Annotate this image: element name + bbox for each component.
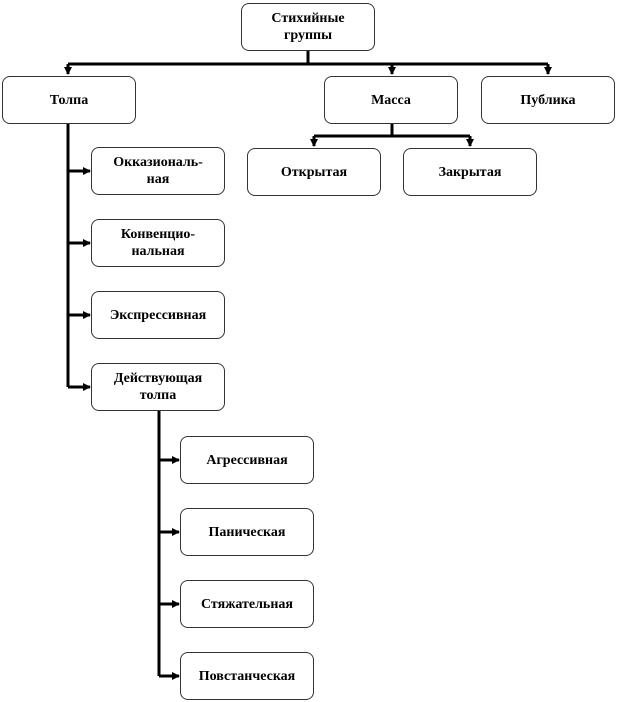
node-ekspressivnaya: Экспрессивная	[91, 291, 225, 339]
node-okkazionalnaya: Окказиональ- ная	[91, 147, 225, 195]
node-konventsionalnaya: Конвенцио- нальная	[91, 219, 225, 267]
node-panicheskaya: Паническая	[180, 508, 314, 556]
node-root: Стихийные группы	[241, 3, 375, 51]
node-styazhatelnaya: Стяжательная	[180, 580, 314, 628]
node-massa: Масса	[324, 76, 458, 124]
node-otkrytaya: Открытая	[247, 148, 381, 196]
node-deystvuyushchaya: Действующая толпа	[91, 363, 225, 411]
node-agressivnaya: Агрессивная	[180, 436, 314, 484]
node-povstancheskaya: Повстанческая	[180, 652, 314, 700]
node-tolpa: Толпа	[2, 76, 136, 124]
node-publika: Публика	[481, 76, 615, 124]
node-zakrytaya: Закрытая	[403, 148, 537, 196]
